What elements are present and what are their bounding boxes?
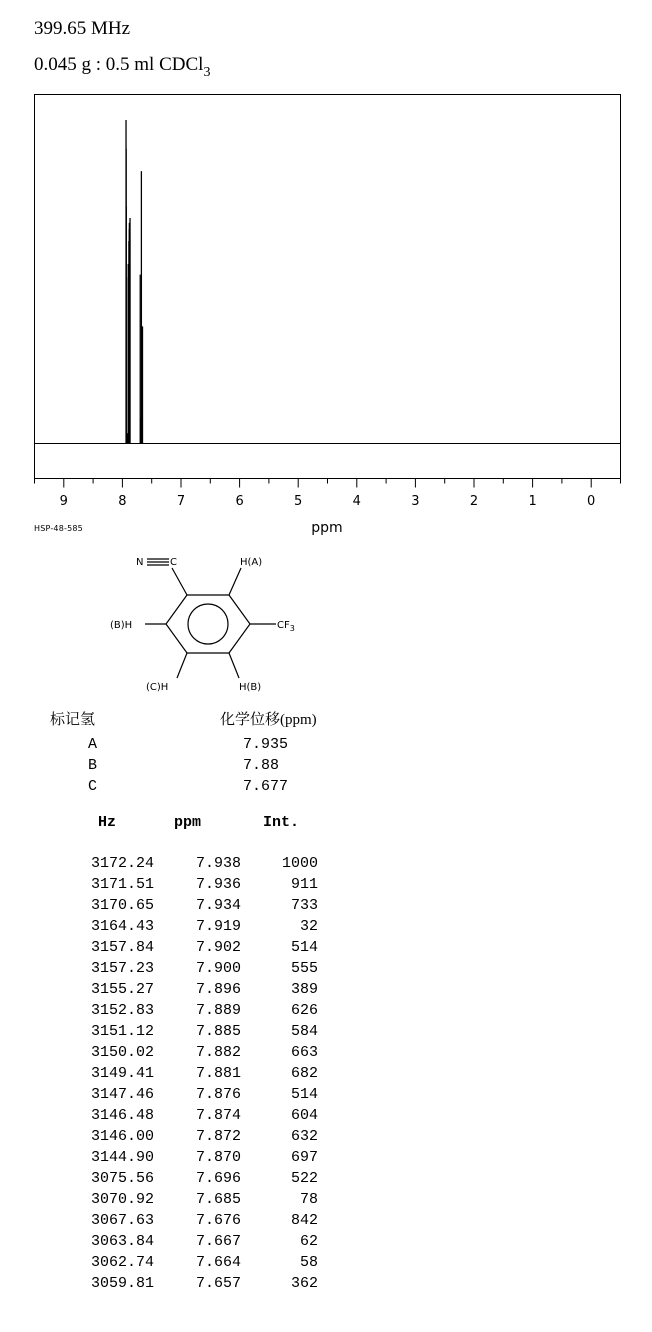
peak-row — [76, 1002, 336, 1023]
peak-hz: 3151.12 — [90, 1023, 154, 1040]
atom-n: N — [136, 557, 144, 568]
x-tick-label: 0 — [587, 494, 596, 509]
peak-row — [76, 1275, 336, 1296]
spectrum-code: HSP-48-585 — [34, 524, 83, 533]
peak-row — [76, 855, 336, 876]
peak-row — [76, 981, 336, 1002]
peak-ppm: 7.872 — [195, 1128, 241, 1145]
molecule-structure — [100, 548, 330, 698]
peak-hz: 3062.74 — [90, 1254, 154, 1271]
peak-row — [76, 1149, 336, 1170]
peak-intensity: 911 — [290, 876, 318, 893]
x-tick-label: 5 — [294, 494, 303, 509]
peak-ppm: 7.889 — [195, 1002, 241, 1019]
peak-ppm: 7.685 — [195, 1191, 241, 1208]
x-tick-label: 6 — [235, 494, 244, 509]
peak-row — [76, 897, 336, 918]
sample-subscript: 3 — [203, 65, 211, 80]
aromatic-circle — [188, 604, 228, 644]
peak-hz: 3146.48 — [90, 1107, 154, 1124]
peak-intensity: 58 — [299, 1254, 318, 1271]
peak-row — [76, 1065, 336, 1086]
assignment-shift: 7.88 — [243, 757, 280, 774]
peak-ppm: 7.885 — [195, 1023, 241, 1040]
peak-ppm: 7.938 — [195, 855, 241, 872]
peak-hz: 3157.23 — [90, 960, 154, 977]
assignment-label: B — [88, 757, 98, 774]
peak-hz: 3063.84 — [90, 1233, 154, 1250]
x-tick-label: 1 — [528, 494, 537, 509]
peak-intensity: 604 — [290, 1107, 318, 1124]
peak-intensity: 555 — [290, 960, 318, 977]
peak-hz: 3059.81 — [90, 1275, 154, 1292]
shift-column-header: 化学位移(ppm) — [220, 712, 317, 728]
peak-hz: 3147.46 — [90, 1086, 154, 1103]
peak-ppm: 7.874 — [195, 1107, 241, 1124]
atom-hc: (C)H — [146, 682, 169, 693]
peak-ppm: 7.664 — [195, 1254, 241, 1271]
peak-hz: 3149.41 — [90, 1065, 154, 1082]
atom-c: C — [170, 557, 177, 568]
peak-intensity: 697 — [290, 1149, 318, 1166]
x-tick-label: 2 — [469, 494, 479, 509]
peak-hz: 3075.56 — [90, 1170, 154, 1187]
peak-intensity: 78 — [299, 1191, 318, 1208]
bond-ring-to-hb2 — [229, 653, 239, 678]
peak-hz: 3171.51 — [90, 876, 154, 893]
x-axis-label: ppm — [311, 520, 343, 536]
peak-ppm: 7.667 — [195, 1233, 241, 1250]
peak-hz: 3157.84 — [90, 939, 154, 956]
x-tick-label: 8 — [118, 494, 127, 509]
peak-hz: 3067.63 — [90, 1212, 154, 1229]
peak-intensity: 514 — [290, 939, 318, 956]
atom-cf3 — [277, 620, 295, 633]
x-tick-label: 4 — [352, 494, 361, 509]
ppm-column-header: ppm — [174, 814, 202, 831]
peak-intensity: 842 — [290, 1212, 318, 1229]
cf3-sub: 3 — [289, 624, 295, 633]
peak-hz: 3150.02 — [90, 1044, 154, 1061]
peak-hz: 3152.83 — [90, 1002, 154, 1019]
peak-row — [76, 1233, 336, 1254]
peak-intensity: 62 — [299, 1233, 318, 1250]
bond-ring-to-c — [172, 568, 187, 595]
peak-intensity: 682 — [290, 1065, 318, 1082]
peak-intensity: 632 — [290, 1128, 318, 1145]
peak-row — [76, 1086, 336, 1107]
peak-ppm: 7.881 — [195, 1065, 241, 1082]
peak-intensity: 1000 — [281, 855, 318, 872]
nmr-spectrum-chart — [0, 0, 652, 545]
peak-intensity: 362 — [290, 1275, 318, 1292]
assignment-shift: 7.677 — [243, 778, 289, 795]
peak-ppm: 7.657 — [195, 1275, 241, 1292]
label-column-header: 标记氢 — [50, 712, 96, 728]
spectrometer-frequency: 399.65 MHz — [34, 18, 131, 39]
peak-row — [76, 939, 336, 960]
peak-intensity: 626 — [290, 1002, 318, 1019]
peak-ppm: 7.934 — [195, 897, 241, 914]
x-tick-label: 7 — [176, 494, 186, 509]
peak-ppm: 7.876 — [195, 1086, 241, 1103]
peak-ppm: 7.896 — [195, 981, 241, 998]
peak-intensity: 584 — [290, 1023, 318, 1040]
peak-intensity: 514 — [290, 1086, 318, 1103]
hz-column-header: Hz — [98, 814, 117, 831]
peak-row — [76, 1170, 336, 1191]
peak-hz: 3146.00 — [90, 1128, 154, 1145]
peak-ppm: 7.870 — [195, 1149, 241, 1166]
peak-intensity: 389 — [290, 981, 318, 998]
peak-intensity: 522 — [290, 1170, 318, 1187]
peak-hz: 3172.24 — [90, 855, 154, 872]
sample-text: 0.045 g : 0.5 ml CDCl — [34, 54, 204, 75]
peak-ppm: 7.696 — [195, 1170, 241, 1187]
peak-ppm: 7.882 — [195, 1044, 241, 1061]
peak-hz: 3155.27 — [90, 981, 154, 998]
peak-row — [76, 1023, 336, 1044]
assignment-label: A — [88, 736, 98, 753]
peak-ppm: 7.900 — [195, 960, 241, 977]
peak-hz: 3164.43 — [90, 918, 154, 935]
peak-row — [76, 1254, 336, 1275]
peak-hz: 3144.90 — [90, 1149, 154, 1166]
peak-ppm: 7.936 — [195, 876, 241, 893]
peak-row — [76, 1191, 336, 1212]
peak-hz: 3070.92 — [90, 1191, 154, 1208]
peak-intensity: 32 — [299, 918, 318, 935]
peak-intensity: 663 — [290, 1044, 318, 1061]
peak-intensity: 733 — [290, 897, 318, 914]
peak-ppm: 7.919 — [195, 918, 241, 935]
assignment-table — [50, 736, 370, 799]
assignment-shift: 7.935 — [243, 736, 289, 753]
atom-hb2: H(B) — [239, 682, 262, 693]
peak-hz: 3170.65 — [90, 897, 154, 914]
peak-row — [76, 960, 336, 981]
bond-ring-to-hc — [177, 653, 187, 678]
x-tick-label: 3 — [411, 494, 420, 509]
atom-ha: H(A) — [240, 557, 263, 568]
peak-row — [76, 1212, 336, 1233]
peak-row — [76, 876, 336, 897]
x-tick-label: 9 — [59, 494, 68, 509]
bond-ring-to-ha — [229, 568, 241, 595]
peak-row — [76, 1107, 336, 1128]
peak-table — [76, 855, 336, 1296]
cf3-main: CF — [277, 620, 290, 631]
peak-row — [76, 1128, 336, 1149]
peak-row — [76, 918, 336, 939]
peak-ppm: 7.676 — [195, 1212, 241, 1229]
plot-frame — [35, 95, 621, 479]
atom-hb1: (B)H — [110, 620, 133, 631]
tick-labels — [60, 494, 596, 509]
peak-ppm: 7.902 — [195, 939, 241, 956]
peak-row — [76, 1044, 336, 1065]
assignment-label: C — [88, 778, 98, 795]
int-column-header: Int. — [263, 814, 300, 831]
peak-lines — [126, 120, 142, 444]
